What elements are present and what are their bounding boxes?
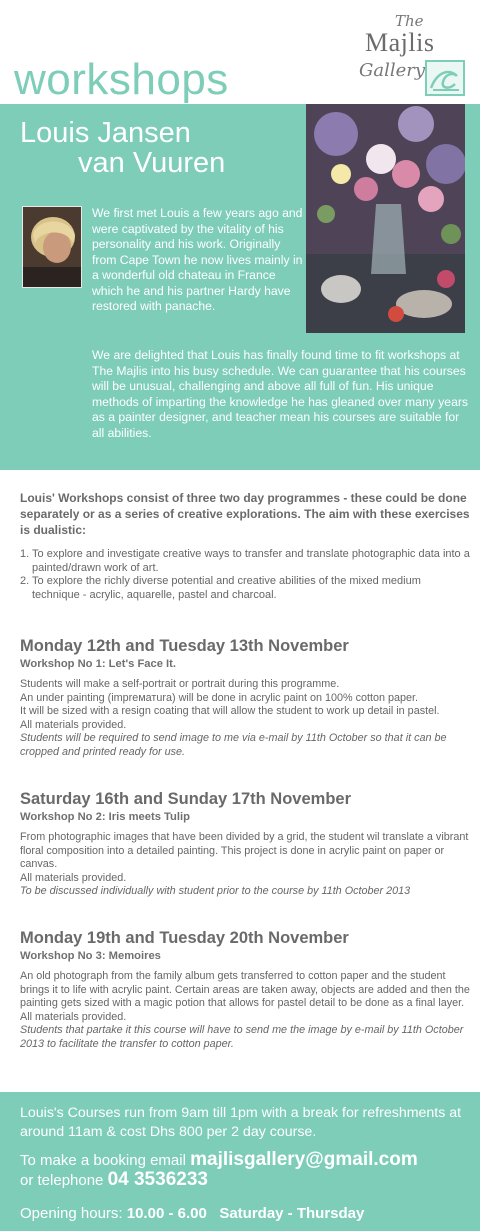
page-title: workshops <box>14 55 229 104</box>
artist-portrait-photo <box>22 206 82 288</box>
intro-paragraph-1: We first met Louis a few years ago and were captivated by the vitality of his personality and his work. Originally from Cape Town he now lives mainly in a wonderful old chateau in France which he and his partner Hardy have restored with panache. <box>92 206 303 313</box>
aim-item-2: 2. To explore the richly diverse potential and creative abilities of the mixed medium technique - acrylic, aquarelle, pastel and charcoal. <box>20 575 421 601</box>
workshop-1-title: Workshop No 1: Let's Face It. <box>20 658 176 670</box>
opening-hours <box>20 1204 464 1223</box>
intro-paragraph-2: We are delighted that Louis has finally found time to fit workshops at The Majlis into his busy schedule. We can guarantee that his courses will be unusual, challenging and above all full of fun. His unique methods of imparting the knowledge he has gleaned over many years as a painter designer, and teacher mean his courses are suitable for all abilities. <box>92 348 469 440</box>
artist-name-line2: van Vuuren <box>78 147 226 179</box>
artist-name-line1: Louis Jansen <box>20 117 191 149</box>
workshop-3 <box>20 928 470 1052</box>
workshop-1-line-3: It will be sized with a resign coating that will allow the student to work up detail in pastel. <box>20 705 440 718</box>
phone-number[interactable]: 04 3536233 <box>107 1169 208 1190</box>
booking-prefix: To make a booking email <box>20 1152 186 1169</box>
workshop-2-title: Workshop No 2: Iris meets Tulip <box>20 811 190 823</box>
workshop-2 <box>20 789 470 899</box>
courses-info: Louis's Courses run from 9am till 1pm with a break for refreshments at around 11am & cost Dhs 800 per 2 day course. <box>20 1105 462 1140</box>
booking-info <box>20 1150 464 1190</box>
majlis-gallery-logo <box>355 10 473 100</box>
workshop-2-line-1: From photographic images that have been divided by a grid, the student wil translate a vibrant floral composition into a detailed painting. This project is done in acrylic paint on paper or canvas. <box>20 831 469 871</box>
hours-time: 10.00 - 6.00 <box>126 1205 207 1222</box>
workshop-3-date: Monday 19th and Tuesday 20th November <box>20 929 349 947</box>
workshop-3-note: Students that partake it this course will have to send me the image by e-mail by 11th October 2013 to facilitate the transfer to cotton paper. <box>20 1024 464 1050</box>
workshop-2-line-2: All materials provided. <box>20 871 127 884</box>
workshop-3-title: Workshop No 3: Memoires <box>20 950 161 962</box>
logo-gallery: Gallery <box>359 60 426 81</box>
workshop-1-note: Students will be required to send image to me via e-mail by 11th October so that it can be cropped and printed ready for use. <box>20 732 447 758</box>
program-aims-list <box>20 548 470 602</box>
workshop-1-date: Monday 12th and Tuesday 13th November <box>20 637 349 655</box>
workshop-1 <box>20 636 470 760</box>
floral-painting-image <box>306 104 465 333</box>
workshop-3-line-2: All materials provided. <box>20 1010 127 1023</box>
workshop-2-note: To be discussed individually with student prior to the course by 11th October 2013 <box>20 885 411 898</box>
footer-band <box>0 1092 480 1231</box>
hours-days: Saturday - Thursday <box>219 1205 365 1222</box>
aim-item-1: 1. To explore and investigate creative ways to transfer and translate photographic data into a painted/drawn work of art. <box>20 548 470 574</box>
phone-prefix: or telephone <box>20 1172 104 1189</box>
workshop-2-date: Saturday 16th and Sunday 17th November <box>20 790 352 808</box>
artist-name <box>20 118 280 178</box>
workshop-1-line-4: All materials provided. <box>20 718 127 731</box>
page-header <box>0 0 480 104</box>
booking-email-link[interactable]: majlisgallery@gmail.com <box>190 1149 418 1170</box>
logo-majlis: Majlis <box>365 28 435 57</box>
workshop-1-line-2: An under painting (impreматura) will be done in acrylic paint on 100% cotton paper. <box>20 691 419 704</box>
hours-label: Opening hours: <box>20 1205 123 1222</box>
program-lead-text: Louis' Workshops consist of three two day programmes - these could be done separately or as a series of creative explorations. The aim with these exercises is dualistic: <box>20 491 470 537</box>
logo-mark-icon <box>425 60 465 96</box>
workshop-3-line-1: An old photograph from the family album gets transferred to cotton paper and the student brings it to life with acrylic paint. Certain areas are taken away, objects are added and then the painting gets sized with a magic potion that allows for pastel detail to be done as a final layer. <box>20 970 470 1010</box>
logo-the: The <box>395 12 424 30</box>
workshop-1-line-1: Students will make a self-portrait or portrait during this programme. <box>20 678 340 690</box>
